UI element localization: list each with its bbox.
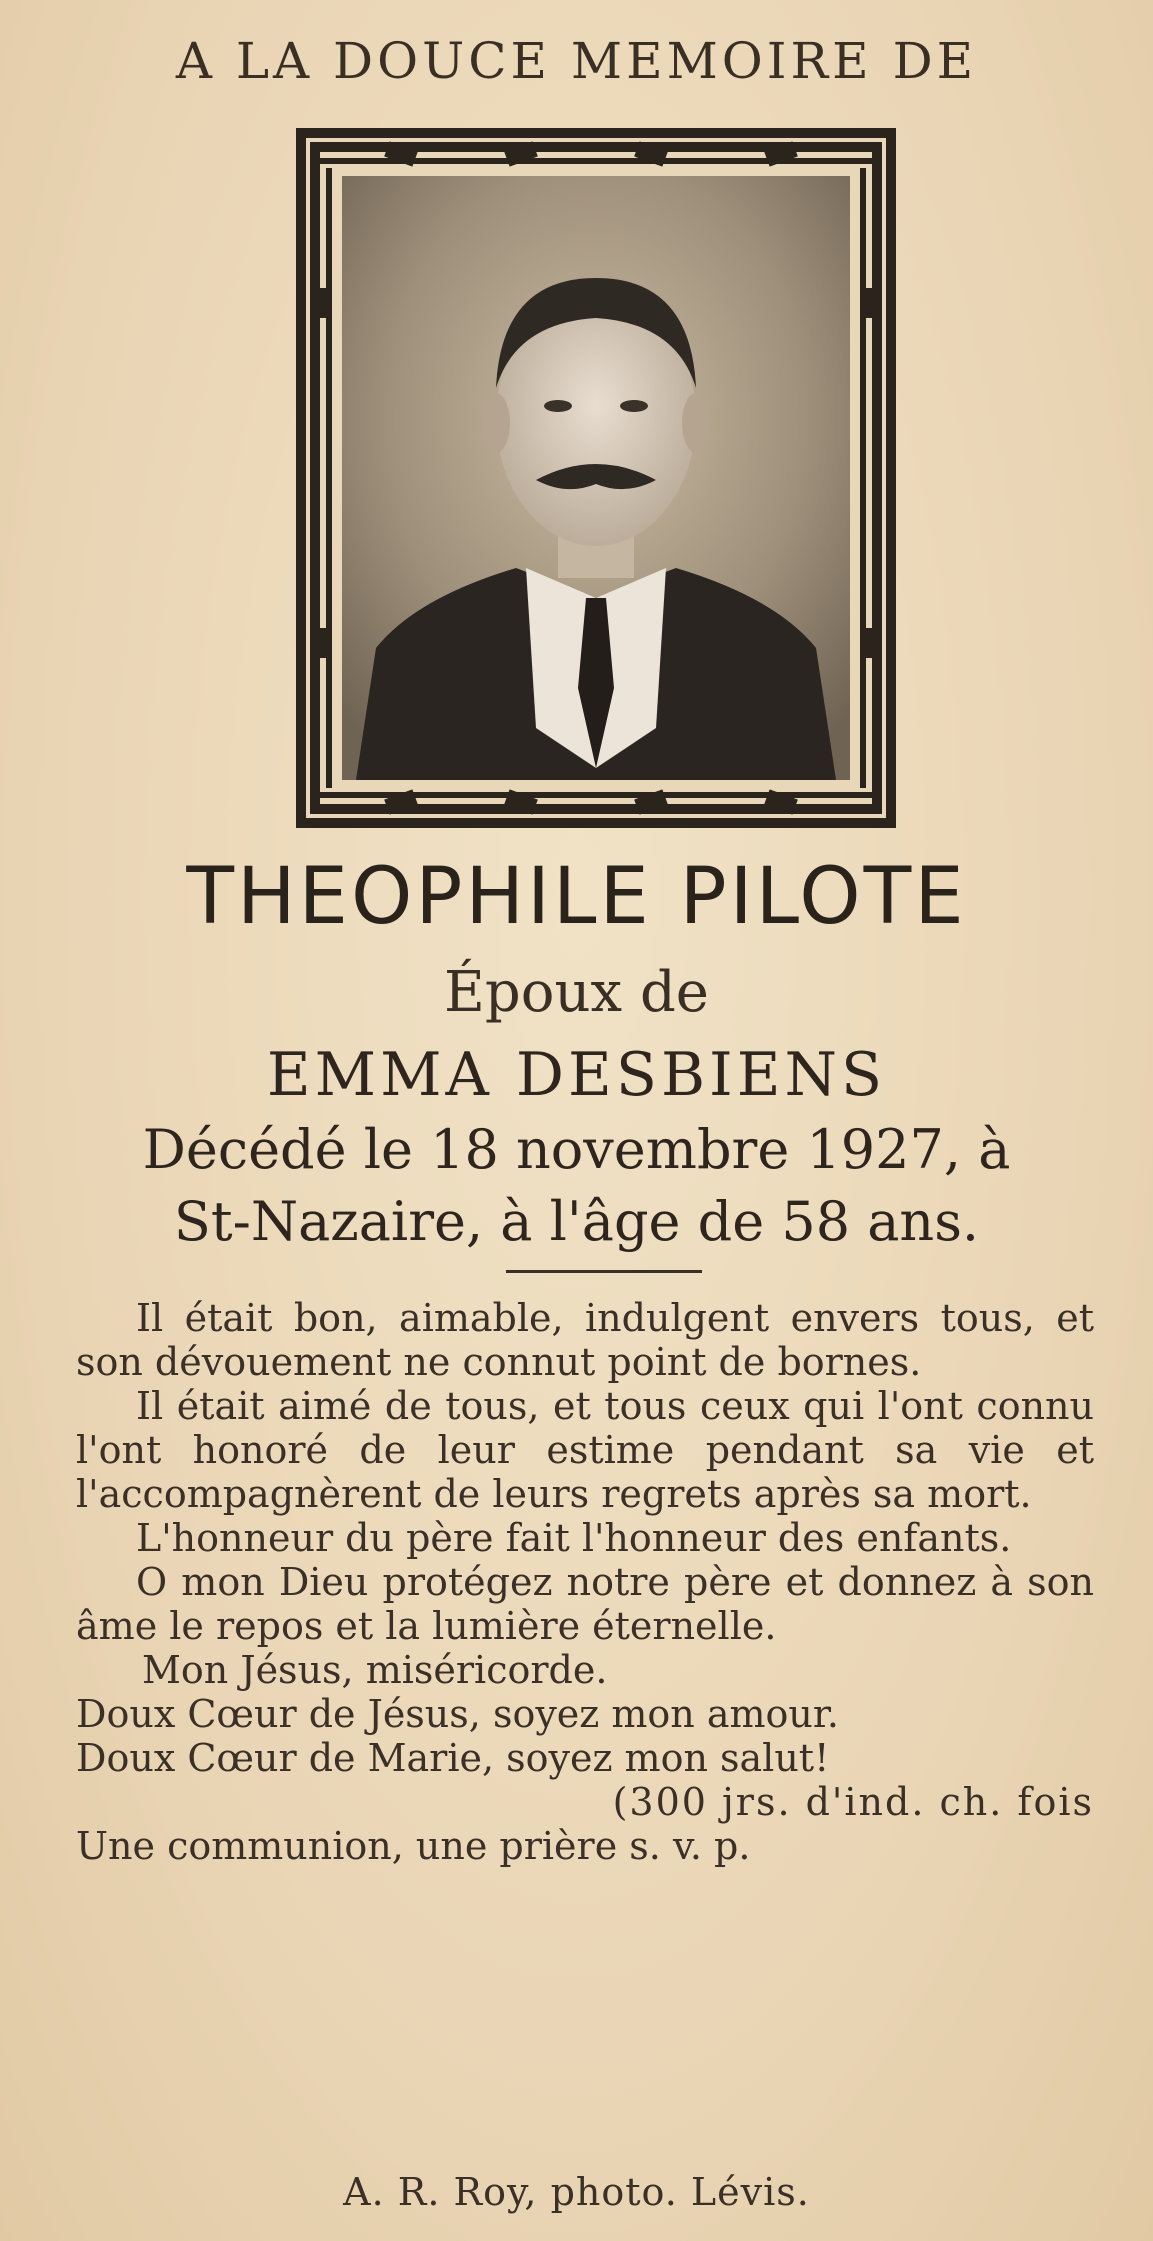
paragraph-honour: L'honneur du père fait l'honneur des enfants. xyxy=(136,1516,1012,1560)
photographer-credit: A. R. Roy, photo. Lévis. xyxy=(343,2170,810,2214)
portrait-photo-icon xyxy=(296,128,896,828)
card-header: A LA DOUCE MEMOIRE DE xyxy=(175,32,978,90)
invocation-mercy: Mon Jésus, miséricorde. xyxy=(142,1648,608,1692)
death-details-line-1: Décédé le 18 novembre 1927, à xyxy=(142,1118,1011,1181)
invocation-immaculate-heart: Doux Cœur de Marie, soyez mon salut! xyxy=(76,1736,830,1780)
relation-label: Époux de xyxy=(444,960,709,1025)
memorial-text xyxy=(76,1296,1094,1868)
deceased-name: THEOPHILE PILOTE xyxy=(186,852,967,942)
prayer-request: Une communion, une prière s. v. p. xyxy=(76,1824,751,1868)
spouse-name: EMMA DESBIENS xyxy=(266,1040,887,1110)
invocation-sacred-heart: Doux Cœur de Jésus, soyez mon amour. xyxy=(76,1692,839,1736)
divider xyxy=(506,1270,702,1273)
portrait-frame xyxy=(296,128,896,828)
death-details-line-2: St-Nazaire, à l'âge de 58 ans. xyxy=(173,1190,980,1253)
paragraph-virtues: Il était bon, aimable, indulgent envers tous, et son dévouement ne connut point de bornes. xyxy=(76,1296,1094,1384)
indulgence-note: (300 jrs. d'ind. ch. fois xyxy=(612,1780,1094,1824)
paragraph-esteem: Il était aimé de tous, et tous ceux qui l'ont connu l'ont honoré de leur estime pendant sa vie et l'accompagnèrent de leurs regrets après sa mort. xyxy=(76,1384,1094,1516)
paragraph-prayer: O mon Dieu protégez notre père et donnez à son âme le repos et la lumière éternelle. xyxy=(76,1560,1094,1648)
